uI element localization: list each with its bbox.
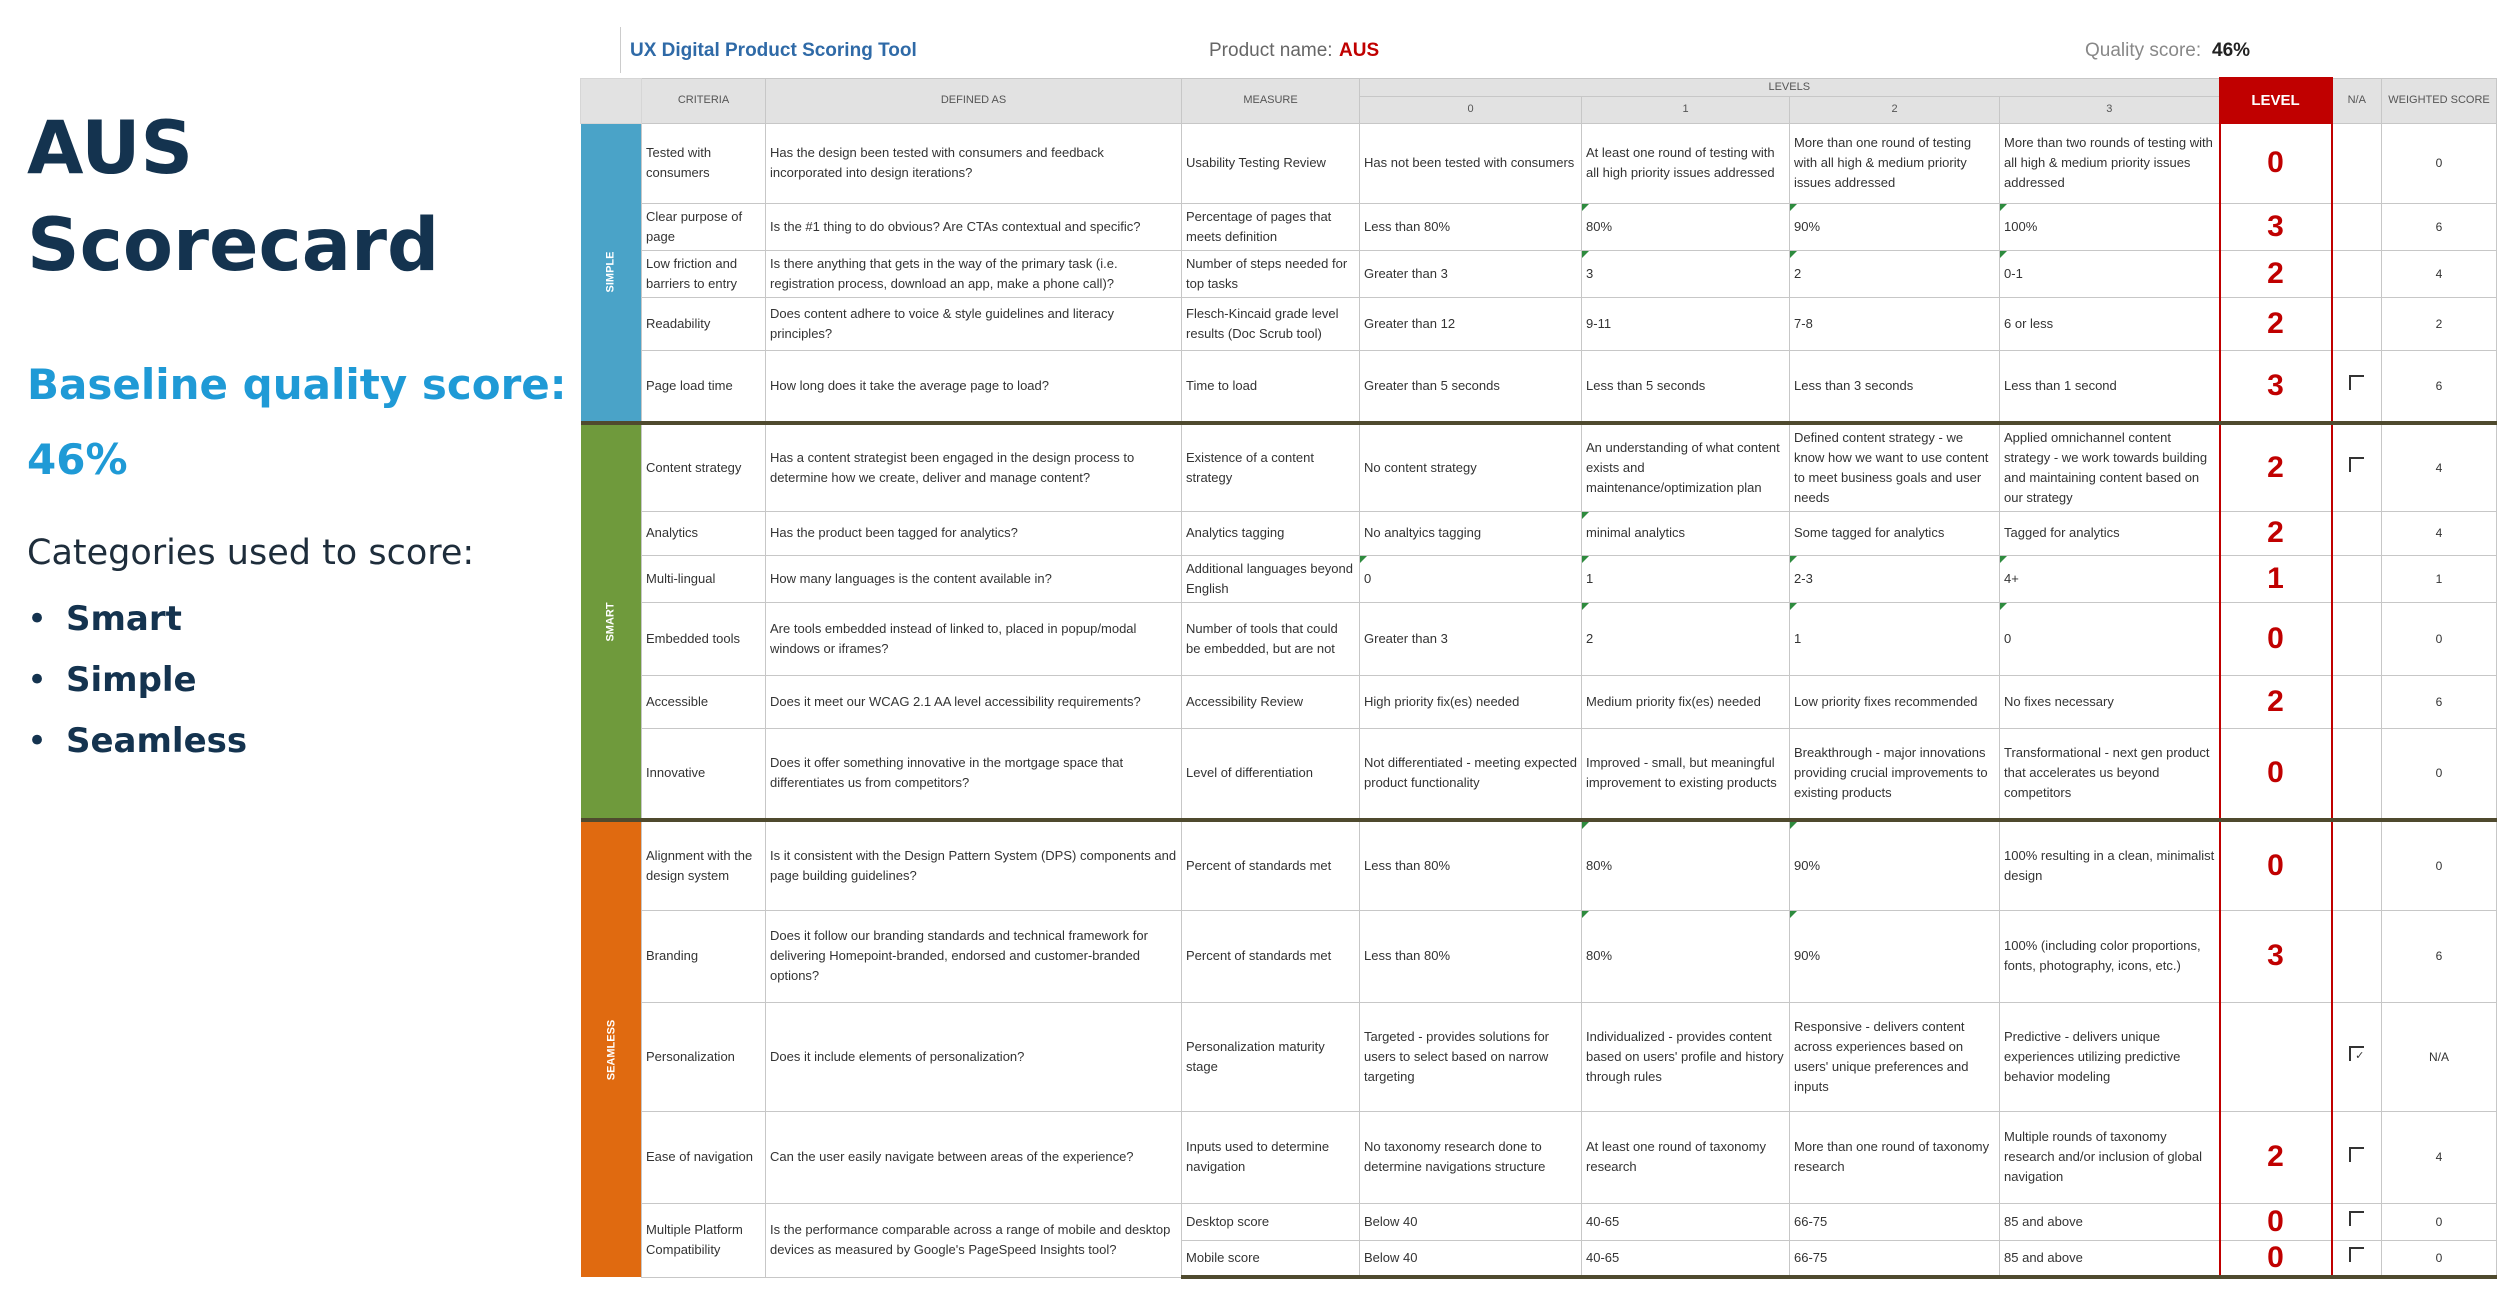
level-2-description: Some tagged for analytics: [1790, 511, 2000, 555]
table-row: [581, 350, 2497, 423]
header-measure: MEASURE: [1182, 78, 1360, 123]
level-2-description: 90%: [1790, 910, 2000, 1002]
header-level: LEVEL: [2220, 78, 2332, 123]
na-cell: [2332, 910, 2382, 1002]
na-cell: [2332, 1111, 2382, 1203]
level-2-description: 1: [1790, 602, 2000, 675]
level-0-description: 0: [1360, 555, 1582, 602]
product-name-value[interactable]: AUS: [1339, 40, 1380, 61]
measure-cell: Mobile score: [1182, 1240, 1360, 1277]
criteria-cell: Alignment with the design system: [642, 820, 766, 910]
measure-cell: Desktop score: [1182, 1203, 1360, 1240]
section-label-simple: [581, 123, 642, 423]
level-0-description: No taxonomy research done to determine navigations structure: [1360, 1111, 1582, 1203]
baseline-score-value: 46%: [27, 435, 128, 484]
criteria-cell: Ease of navigation: [642, 1111, 766, 1203]
level-score-cell[interactable]: 2: [2220, 423, 2332, 511]
level-2-description: Less than 3 seconds: [1790, 350, 2000, 423]
defined-as-cell: Does it offer something innovative in the mortgage space that differentiates us from competitors?: [766, 728, 1182, 820]
weighted-score-cell: 4: [2382, 250, 2497, 297]
baseline-score-label: Baseline quality score:: [27, 360, 567, 409]
level-score-cell[interactable]: 1: [2220, 555, 2332, 602]
level-2-description: Responsive - delivers content across experiences based on users' unique preferences and inputs: [1790, 1002, 2000, 1111]
na-cell: [2332, 1203, 2382, 1240]
measure-cell: Number of tools that could be embedded, but are not: [1182, 602, 1360, 675]
header-level-0: 0: [1360, 96, 1582, 123]
na-cell: [2332, 423, 2382, 511]
level-2-description: 66-75: [1790, 1203, 2000, 1240]
level-2-description: 2-3: [1790, 555, 2000, 602]
criteria-cell: Multi-lingual: [642, 555, 766, 602]
table-row: [581, 250, 2497, 297]
defined-as-cell: Does content adhere to voice & style guidelines and literacy principles?: [766, 297, 1182, 350]
measure-cell: Percent of standards met: [1182, 910, 1360, 1002]
criteria-cell: Accessible: [642, 675, 766, 728]
table-row: [581, 602, 2497, 675]
defined-as-cell: Has the design been tested with consumers and feedback incorporated into design iterations?: [766, 123, 1182, 203]
level-1-description: minimal analytics: [1582, 511, 1790, 555]
defined-as-cell: Is the #1 thing to do obvious? Are CTAs contextual and specific?: [766, 203, 1182, 250]
criteria-cell: Tested with consumers: [642, 123, 766, 203]
category-item: • Smart: [27, 589, 567, 650]
level-1-description: 80%: [1582, 820, 1790, 910]
na-cell: [2332, 511, 2382, 555]
level-0-description: Greater than 12: [1360, 297, 1582, 350]
level-0-description: Less than 80%: [1360, 203, 1582, 250]
level-3-description: No fixes necessary: [2000, 675, 2220, 728]
na-cell: [2332, 1002, 2382, 1111]
level-score-cell[interactable]: 2: [2220, 511, 2332, 555]
na-checkbox[interactable]: [2349, 1211, 2364, 1226]
criteria-cell: Clear purpose of page: [642, 203, 766, 250]
header-defined-as: DEFINED AS: [766, 78, 1182, 123]
na-checkbox[interactable]: [2349, 1046, 2364, 1061]
measure-cell: Additional languages beyond English: [1182, 555, 1360, 602]
header-levels: LEVELS: [1360, 78, 2220, 96]
level-3-description: Applied omnichannel content strategy - we work towards building and maintaining content based on our strategy: [2000, 423, 2220, 511]
measure-cell: Inputs used to determine navigation: [1182, 1111, 1360, 1203]
level-1-description: Less than 5 seconds: [1582, 350, 1790, 423]
level-score-cell[interactable]: 3: [2220, 203, 2332, 250]
table-row: [581, 1002, 2497, 1111]
weighted-score-cell: 6: [2382, 675, 2497, 728]
criteria-cell: Multiple Platform Compatibility: [642, 1203, 766, 1277]
criteria-cell: Embedded tools: [642, 602, 766, 675]
criteria-cell: Content strategy: [642, 423, 766, 511]
na-cell: [2332, 297, 2382, 350]
header-level-2: 2: [1790, 96, 2000, 123]
tool-name: UX Digital Product Scoring Tool: [630, 40, 917, 61]
level-3-description: 85 and above: [2000, 1240, 2220, 1277]
level-2-description: 2: [1790, 250, 2000, 297]
na-cell: [2332, 350, 2382, 423]
measure-cell: Percentage of pages that meets definition: [1182, 203, 1360, 250]
level-0-description: Greater than 3: [1360, 602, 1582, 675]
defined-as-cell: Does it include elements of personalization?: [766, 1002, 1182, 1111]
criteria-cell: Personalization: [642, 1002, 766, 1111]
defined-as-cell: Has a content strategist been engaged in the design process to determine how we create, deliver and manage content?: [766, 423, 1182, 511]
section-label-text: SEAMLESS: [604, 1019, 617, 1080]
level-score-cell[interactable]: 3: [2220, 350, 2332, 423]
level-score-cell[interactable]: 0: [2220, 602, 2332, 675]
defined-as-cell: How long does it take the average page to load?: [766, 350, 1182, 423]
level-1-description: 80%: [1582, 910, 1790, 1002]
na-cell: [2332, 123, 2382, 203]
measure-cell: Flesch-Kincaid grade level results (Doc Scrub tool): [1182, 297, 1360, 350]
weighted-score-cell: 0: [2382, 123, 2497, 203]
measure-cell: Usability Testing Review: [1182, 123, 1360, 203]
na-cell: [2332, 820, 2382, 910]
header-level-3: 3: [2000, 96, 2220, 123]
na-cell: [2332, 555, 2382, 602]
tool-header: [620, 27, 2485, 73]
scoring-table-body: [581, 123, 2497, 1277]
slide-title-line1: AUS: [27, 106, 194, 191]
level-0-description: Greater than 3: [1360, 250, 1582, 297]
category-item: • Seamless: [27, 711, 567, 772]
defined-as-cell: Does it meet our WCAG 2.1 AA level accessibility requirements?: [766, 675, 1182, 728]
level-3-description: 100% resulting in a clean, minimalist design: [2000, 820, 2220, 910]
table-row: [581, 1111, 2497, 1203]
section-label-text: SIMPLE: [604, 251, 617, 293]
weighted-score-cell: N/A: [2382, 1002, 2497, 1111]
table-row: [581, 511, 2497, 555]
weighted-score-cell: 0: [2382, 820, 2497, 910]
measure-cell: Personalization maturity stage: [1182, 1002, 1360, 1111]
level-1-description: 3: [1582, 250, 1790, 297]
weighted-score-cell: 0: [2382, 1240, 2497, 1277]
weighted-score-cell: 4: [2382, 1111, 2497, 1203]
scoring-table: [580, 77, 2497, 1279]
table-row: [581, 423, 2497, 511]
level-0-description: Below 40: [1360, 1203, 1582, 1240]
level-score-cell[interactable]: 2: [2220, 675, 2332, 728]
level-3-description: 100%: [2000, 203, 2220, 250]
level-score-cell[interactable]: 2: [2220, 250, 2332, 297]
level-1-description: At least one round of taxonomy research: [1582, 1111, 1790, 1203]
level-3-description: 0: [2000, 602, 2220, 675]
product-name-label: Product name:: [1209, 40, 1333, 61]
na-checkbox[interactable]: [2349, 375, 2364, 390]
level-0-description: Targeted - provides solutions for users to select based on narrow targeting: [1360, 1002, 1582, 1111]
level-1-description: 9-11: [1582, 297, 1790, 350]
level-2-description: 7-8: [1790, 297, 2000, 350]
level-1-description: Individualized - provides content based on users' profile and history through rules: [1582, 1002, 1790, 1111]
na-checkbox[interactable]: [2349, 457, 2364, 472]
na-cell: [2332, 675, 2382, 728]
defined-as-cell: Is it consistent with the Design Pattern System (DPS) components and page building guidelines?: [766, 820, 1182, 910]
level-0-description: Not differentiated - meeting expected product functionality: [1360, 728, 1582, 820]
level-0-description: Has not been tested with consumers: [1360, 123, 1582, 203]
weighted-score-cell: 2: [2382, 297, 2497, 350]
criteria-cell: Low friction and barriers to entry: [642, 250, 766, 297]
level-3-description: 100% (including color proportions, fonts, photography, icons, etc.): [2000, 910, 2220, 1002]
level-0-description: Greater than 5 seconds: [1360, 350, 1582, 423]
level-1-description: 40-65: [1582, 1203, 1790, 1240]
level-2-description: 66-75: [1790, 1240, 2000, 1277]
criteria-cell: Innovative: [642, 728, 766, 820]
level-3-description: Multiple rounds of taxonomy research and/or inclusion of global navigation: [2000, 1111, 2220, 1203]
weighted-score-cell: 0: [2382, 602, 2497, 675]
measure-cell: Level of differentiation: [1182, 728, 1360, 820]
level-0-description: High priority fix(es) needed: [1360, 675, 1582, 728]
weighted-score-cell: 6: [2382, 910, 2497, 1002]
categories-label: Categories used to score:: [27, 533, 475, 573]
table-row: [581, 675, 2497, 728]
level-2-description: 90%: [1790, 203, 2000, 250]
level-1-description: Improved - small, but meaningful improvement to existing products: [1582, 728, 1790, 820]
level-2-description: More than one round of testing with all high & medium priority issues addressed: [1790, 123, 2000, 203]
criteria-cell: Analytics: [642, 511, 766, 555]
quality-score-label: Quality score:: [2085, 40, 2202, 61]
level-2-description: Defined content strategy - we know how we want to use content to meet business goals and user needs: [1790, 423, 2000, 511]
level-1-description: An understanding of what content exists and maintenance/optimization plan: [1582, 423, 1790, 511]
level-3-description: Transformational - next gen product that accelerates us beyond competitors: [2000, 728, 2220, 820]
na-checkbox[interactable]: [2349, 1147, 2364, 1162]
defined-as-cell: Is there anything that gets in the way of the primary task (i.e. registration process, download an app, make a phone call)?: [766, 250, 1182, 297]
weighted-score-cell: 1: [2382, 555, 2497, 602]
defined-as-cell: Has the product been tagged for analytics?: [766, 511, 1182, 555]
level-0-description: Below 40: [1360, 1240, 1582, 1277]
section-label-seamless: [581, 820, 642, 1277]
weighted-score-cell: 0: [2382, 1203, 2497, 1240]
level-2-description: More than one round of taxonomy research: [1790, 1111, 2000, 1203]
level-score-cell[interactable]: 0: [2220, 123, 2332, 203]
na-cell: [2332, 728, 2382, 820]
slide-title-line2: Scorecard: [27, 203, 440, 288]
header-weighted-score: WEIGHTED SCORE: [2382, 78, 2497, 123]
weighted-score-cell: 4: [2382, 511, 2497, 555]
measure-cell: Number of steps needed for top tasks: [1182, 250, 1360, 297]
level-3-description: Tagged for analytics: [2000, 511, 2220, 555]
level-score-cell[interactable]: [2220, 1002, 2332, 1111]
level-3-description: Less than 1 second: [2000, 350, 2220, 423]
defined-as-cell: How many languages is the content available in?: [766, 555, 1182, 602]
weighted-score-cell: 0: [2382, 728, 2497, 820]
table-row: [581, 123, 2497, 203]
defined-as-cell: Are tools embedded instead of linked to, placed in popup/modal windows or iframes?: [766, 602, 1182, 675]
measure-cell: Analytics tagging: [1182, 511, 1360, 555]
measure-cell: Existence of a content strategy: [1182, 423, 1360, 511]
level-score-cell[interactable]: 0: [2220, 1240, 2332, 1277]
na-cell: [2332, 602, 2382, 675]
level-3-description: 6 or less: [2000, 297, 2220, 350]
level-1-description: 40-65: [1582, 1240, 1790, 1277]
level-3-description: 0-1: [2000, 250, 2220, 297]
level-1-description: At least one round of testing with all high priority issues addressed: [1582, 123, 1790, 203]
weighted-score-cell: 4: [2382, 423, 2497, 511]
table-row: [581, 728, 2497, 820]
criteria-cell: Readability: [642, 297, 766, 350]
level-1-description: 1: [1582, 555, 1790, 602]
defined-as-cell: Does it follow our branding standards and technical framework for delivering Homepoint-branded, endorsed and customer-branded options?: [766, 910, 1182, 1002]
level-3-description: 4+: [2000, 555, 2220, 602]
level-score-cell[interactable]: 0: [2220, 1203, 2332, 1240]
measure-cell: Accessibility Review: [1182, 675, 1360, 728]
level-0-description: No content strategy: [1360, 423, 1582, 511]
header-level-1: 1: [1582, 96, 1790, 123]
level-1-description: 2: [1582, 602, 1790, 675]
header-gutter: [581, 78, 642, 123]
section-label-text: SMART: [604, 601, 617, 642]
level-3-description: Predictive - delivers unique experiences utilizing predictive behavior modeling: [2000, 1002, 2220, 1111]
weighted-score-cell: 6: [2382, 350, 2497, 423]
table-row: [581, 1203, 2497, 1240]
level-2-description: 90%: [1790, 820, 2000, 910]
level-2-description: Breakthrough - major innovations providing crucial improvements to existing products: [1790, 728, 2000, 820]
na-cell: [2332, 1240, 2382, 1277]
level-2-description: Low priority fixes recommended: [1790, 675, 2000, 728]
defined-as-cell: Can the user easily navigate between areas of the experience?: [766, 1111, 1182, 1203]
table-row: [581, 555, 2497, 602]
measure-cell: Time to load: [1182, 350, 1360, 423]
table-row: [581, 910, 2497, 1002]
na-cell: [2332, 203, 2382, 250]
level-0-description: Less than 80%: [1360, 820, 1582, 910]
quality-score-value: 46%: [2212, 40, 2251, 61]
weighted-score-cell: 6: [2382, 203, 2497, 250]
level-0-description: No analtyics tagging: [1360, 511, 1582, 555]
level-0-description: Less than 80%: [1360, 910, 1582, 1002]
header-criteria: CRITERIA: [642, 78, 766, 123]
criteria-cell: Branding: [642, 910, 766, 1002]
level-score-cell[interactable]: 0: [2220, 728, 2332, 820]
na-cell: [2332, 250, 2382, 297]
header-na: N/A: [2332, 78, 2382, 123]
level-1-description: 80%: [1582, 203, 1790, 250]
na-checkbox[interactable]: [2349, 1247, 2364, 1262]
level-score-cell[interactable]: 2: [2220, 297, 2332, 350]
level-3-description: More than two rounds of testing with all high & medium priority issues addressed: [2000, 123, 2220, 203]
level-score-cell[interactable]: 0: [2220, 820, 2332, 910]
table-row: [581, 203, 2497, 250]
level-score-cell[interactable]: 3: [2220, 910, 2332, 1002]
table-row: [581, 820, 2497, 910]
defined-as-cell: Is the performance comparable across a range of mobile and desktop devices as measured by Google's PageSpeed Insights tool?: [766, 1203, 1182, 1277]
level-score-cell[interactable]: 2: [2220, 1111, 2332, 1203]
category-item: • Simple: [27, 650, 567, 711]
table-row: [581, 297, 2497, 350]
measure-cell: Percent of standards met: [1182, 820, 1360, 910]
level-3-description: 85 and above: [2000, 1203, 2220, 1240]
level-1-description: Medium priority fix(es) needed: [1582, 675, 1790, 728]
criteria-cell: Page load time: [642, 350, 766, 423]
section-label-smart: [581, 423, 642, 820]
